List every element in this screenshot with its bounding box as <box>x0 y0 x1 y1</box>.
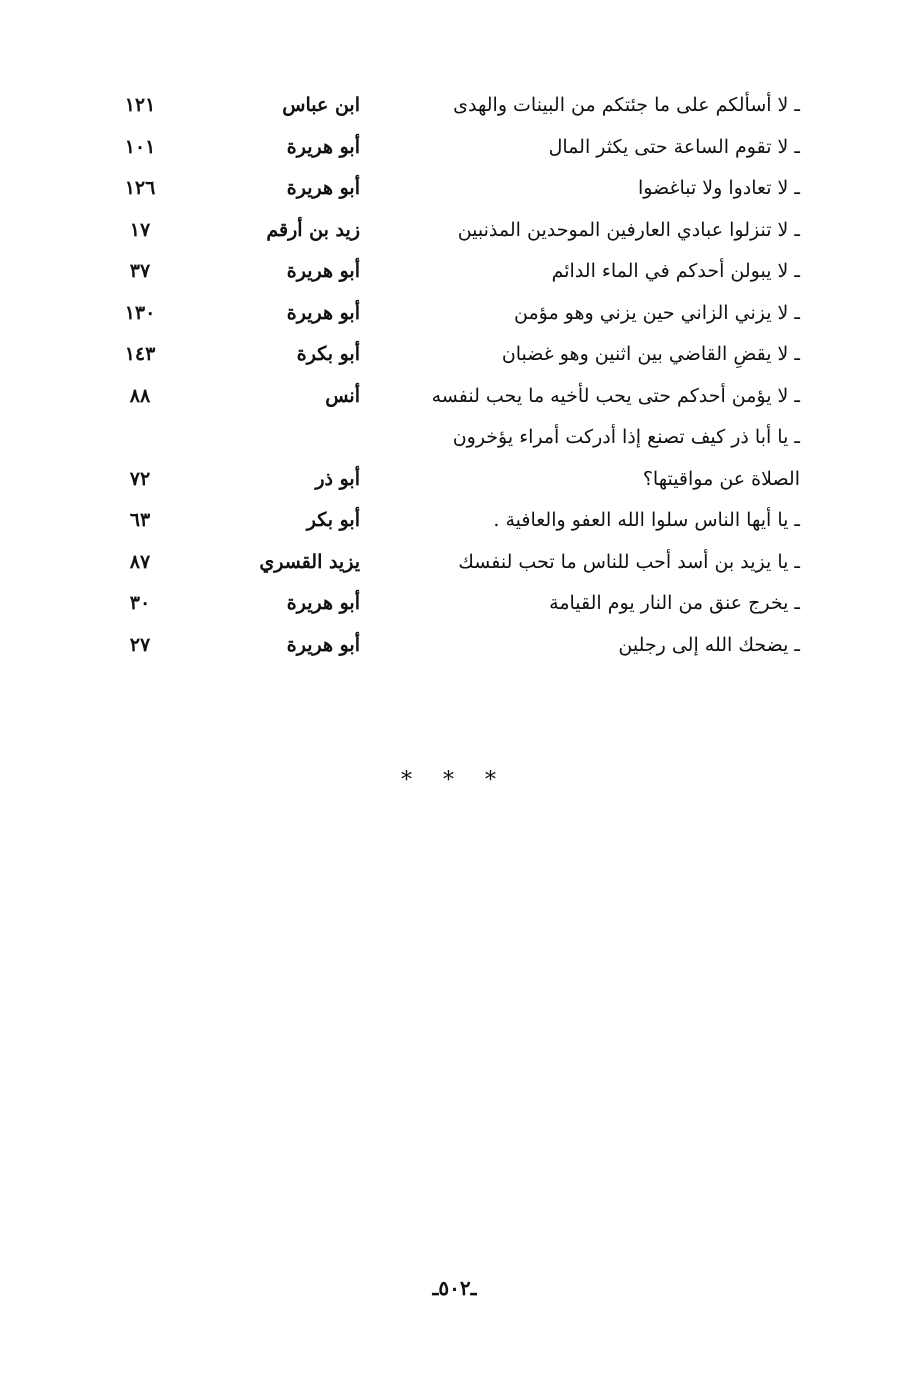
index-row <box>100 462 800 504</box>
hadith-text: ـ يخرج عنق من النار يوم القيامة <box>549 592 800 614</box>
index-row <box>100 379 800 421</box>
narrator-name: أبو ذر <box>315 467 360 490</box>
index-row <box>100 420 800 462</box>
narrator-name: يزيد القسري <box>259 550 360 573</box>
hadith-text: ـ لا يزني الزاني حين يزني وهو مؤمن <box>513 301 800 324</box>
index-row <box>100 545 800 587</box>
hadith-text: ـ لا تعادوا ولا تباغضوا <box>637 177 800 199</box>
page-reference: ١٣٠ <box>124 301 156 324</box>
hadith-text: ـ يا يزيد بن أسد أحب للناس ما تحب لنفسك <box>458 550 800 573</box>
narrator-name: أبو هريرة <box>286 592 360 614</box>
page-reference: ٦٣ <box>129 509 151 531</box>
narrator-name: أبو هريرة <box>286 135 360 158</box>
narrator-name: أبو هريرة <box>286 177 360 199</box>
page-reference: ٣٠ <box>129 592 151 614</box>
narrator-name: أبو بكر <box>306 509 360 531</box>
page-number: ـ٥٠٢ـ <box>432 1276 477 1300</box>
index-row <box>100 171 800 213</box>
narrator-name: أبو هريرة <box>286 260 360 282</box>
narrator-name: أبو هريرة <box>286 301 360 324</box>
hadith-text: ـ يا أيها الناس سلوا الله العفو والعافية . <box>493 509 800 531</box>
page-reference: ٢٧ <box>129 633 151 656</box>
page-reference: ٣٧ <box>129 260 151 282</box>
hadith-index-table <box>100 88 800 669</box>
narrator-name: زيد بن أرقم <box>266 218 360 241</box>
hadith-text: ـ لا أسألكم على ما جئتكم من البينات والهدى <box>453 94 800 116</box>
index-row <box>100 213 800 255</box>
index-row <box>100 254 800 296</box>
page-reference: ٨٧ <box>129 550 151 573</box>
page-reference: ١٠١ <box>124 135 156 158</box>
narrator-name: أبو بكرة <box>296 343 360 365</box>
hadith-text: ـ لا يقضِ القاضي بين اثنين وهو غضبان <box>501 343 800 365</box>
section-separator: * * * <box>401 768 508 793</box>
page-reference: ١٤٣ <box>124 343 156 365</box>
hadith-text: ـ يا أبا ذر كيف تصنع إذا أدركت أمراء يؤخرون <box>452 426 800 448</box>
hadith-text: الصلاة عن مواقيتها؟ <box>642 467 800 490</box>
page-reference: ٨٨ <box>129 384 151 407</box>
page-reference: ١٢١ <box>124 94 156 116</box>
hadith-text: ـ لا تنزلوا عبادي العارفين الموحدين المذنبين <box>457 218 800 241</box>
hadith-text: ـ يضحك الله إلى رجلين <box>618 633 800 656</box>
narrator-name: ابن عباس <box>282 94 360 116</box>
page-reference: ٧٢ <box>129 467 151 490</box>
narrator-name: أبو هريرة <box>286 633 360 656</box>
index-row <box>100 586 800 628</box>
index-row <box>100 337 800 379</box>
hadith-text: ـ لا تقوم الساعة حتى يكثر المال <box>548 135 800 158</box>
index-row <box>100 296 800 338</box>
hadith-text: ـ لا يؤمن أحدكم حتى يحب لأخيه ما يحب لنفسه <box>431 384 800 407</box>
index-row <box>100 88 800 130</box>
index-row <box>100 503 800 545</box>
page-reference: ١٧ <box>129 218 151 241</box>
hadith-text: ـ لا يبولن أحدكم في الماء الدائم <box>551 260 800 282</box>
page-reference: ١٢٦ <box>124 177 156 199</box>
index-row <box>100 130 800 172</box>
index-row <box>100 628 800 670</box>
narrator-name: أنس <box>325 384 360 407</box>
